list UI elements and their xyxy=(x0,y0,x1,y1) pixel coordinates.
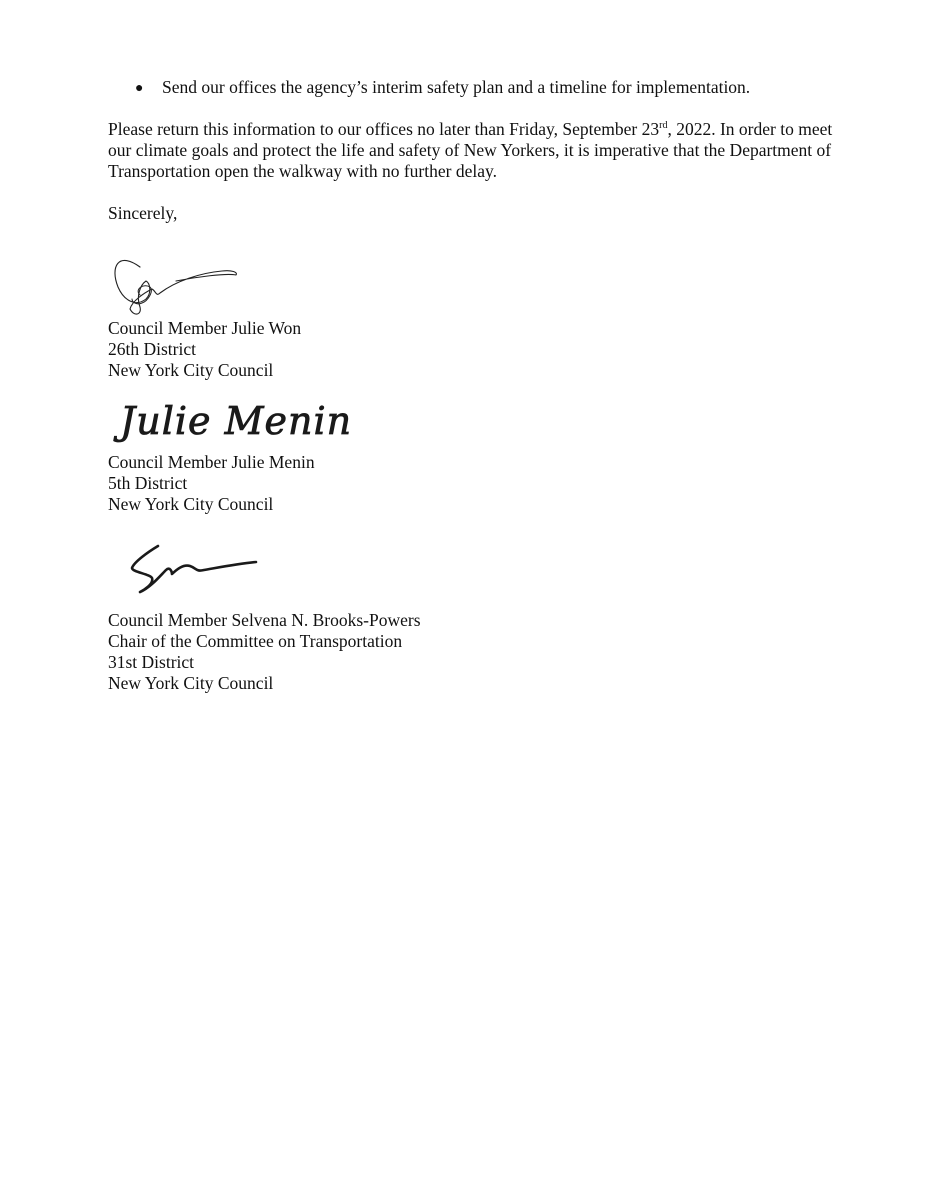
signer-name: Council Member Selvena N. Brooks-Powers xyxy=(108,610,421,630)
signer-name: Council Member Julie Won xyxy=(108,318,302,338)
request-paragraph xyxy=(108,119,848,182)
signer-brooks-powers xyxy=(108,610,421,694)
signature-menin-text: Julie Menin xyxy=(120,399,353,443)
signer-name: Council Member Julie Menin xyxy=(108,452,315,472)
signer-district: 26th District xyxy=(108,339,196,359)
signer-body: New York City Council xyxy=(108,360,274,380)
ordinal-suffix: rd xyxy=(659,120,668,131)
signer-title: Chair of the Committee on Transportation xyxy=(108,631,403,651)
signer-menin xyxy=(108,452,315,515)
bullet-item xyxy=(135,76,750,100)
paragraph-text-start: Please return this information to our offices no later than Friday, September 23 xyxy=(108,119,660,139)
signature-won-icon xyxy=(0,245,260,320)
signer-body: New York City Council xyxy=(108,673,274,693)
bullet-marker: ● xyxy=(135,81,144,96)
signer-district: 31st District xyxy=(108,652,195,672)
signature-brooks-powers-icon xyxy=(0,538,280,608)
signer-won xyxy=(108,318,301,381)
bullet-text: Send our offices the agency’s interim safety plan and a timeline for implementation. xyxy=(162,77,751,97)
signature-menin-icon xyxy=(0,392,360,452)
paragraph-text-end: , 2022. In order to meet our climate goals and protect the life and safety of New Yorkers, it is imperative that the Department of Transportation open the walkway with no further delay. xyxy=(108,119,833,181)
signer-body: New York City Council xyxy=(108,494,274,514)
closing: Sincerely, xyxy=(108,203,178,223)
signer-district: 5th District xyxy=(108,473,188,493)
